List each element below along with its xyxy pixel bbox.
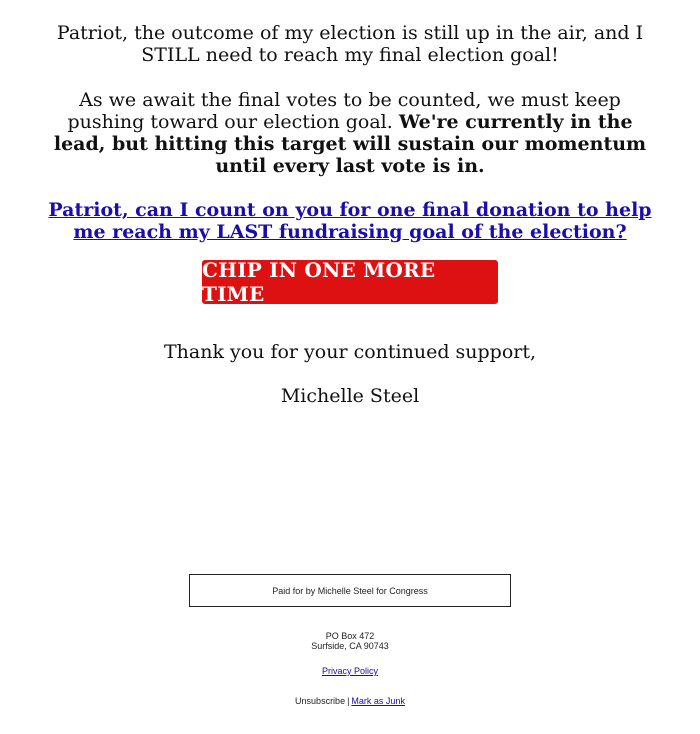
- mark-as-junk-link[interactable]: Mark as Junk: [351, 696, 405, 706]
- privacy-policy-link[interactable]: Privacy Policy: [321, 666, 378, 676]
- donation-ask-link[interactable]: Patriot, can I count on you for one final donation to help me reach my LAST fundraising goal of the election?: [48, 199, 652, 243]
- mailing-address: [200, 631, 500, 651]
- body-plain-text: As we await the final votes to be counted, we must keep pushing toward our election goal.: [67, 89, 621, 133]
- body-paragraph: [40, 89, 660, 177]
- address-line-2: Surfside, CA 90743: [311, 641, 389, 651]
- address-line-1: PO Box 472: [325, 631, 375, 641]
- thanks-text: Thank you for your continued support,: [163, 341, 537, 363]
- chip-in-button[interactable]: CHIP IN ONE MORE TIME: [202, 260, 498, 304]
- intro-paragraph: Patriot, the outcome of my election is still up in the air, and I STILL need to reach my final election goal!: [56, 22, 644, 66]
- unsubscribe-row: [200, 696, 500, 706]
- unsubscribe-text[interactable]: Unsubscribe: [295, 696, 346, 706]
- signature: Michelle Steel: [280, 385, 420, 407]
- footer-separator: |: [347, 696, 350, 706]
- paid-for-disclaimer: Paid for by Michelle Steel for Congress: [189, 574, 511, 607]
- body-bold-text: We're currently in the lead, but hitting this target will sustain our momentum until every last vote is in.: [53, 111, 647, 177]
- privacy-row: [200, 666, 500, 676]
